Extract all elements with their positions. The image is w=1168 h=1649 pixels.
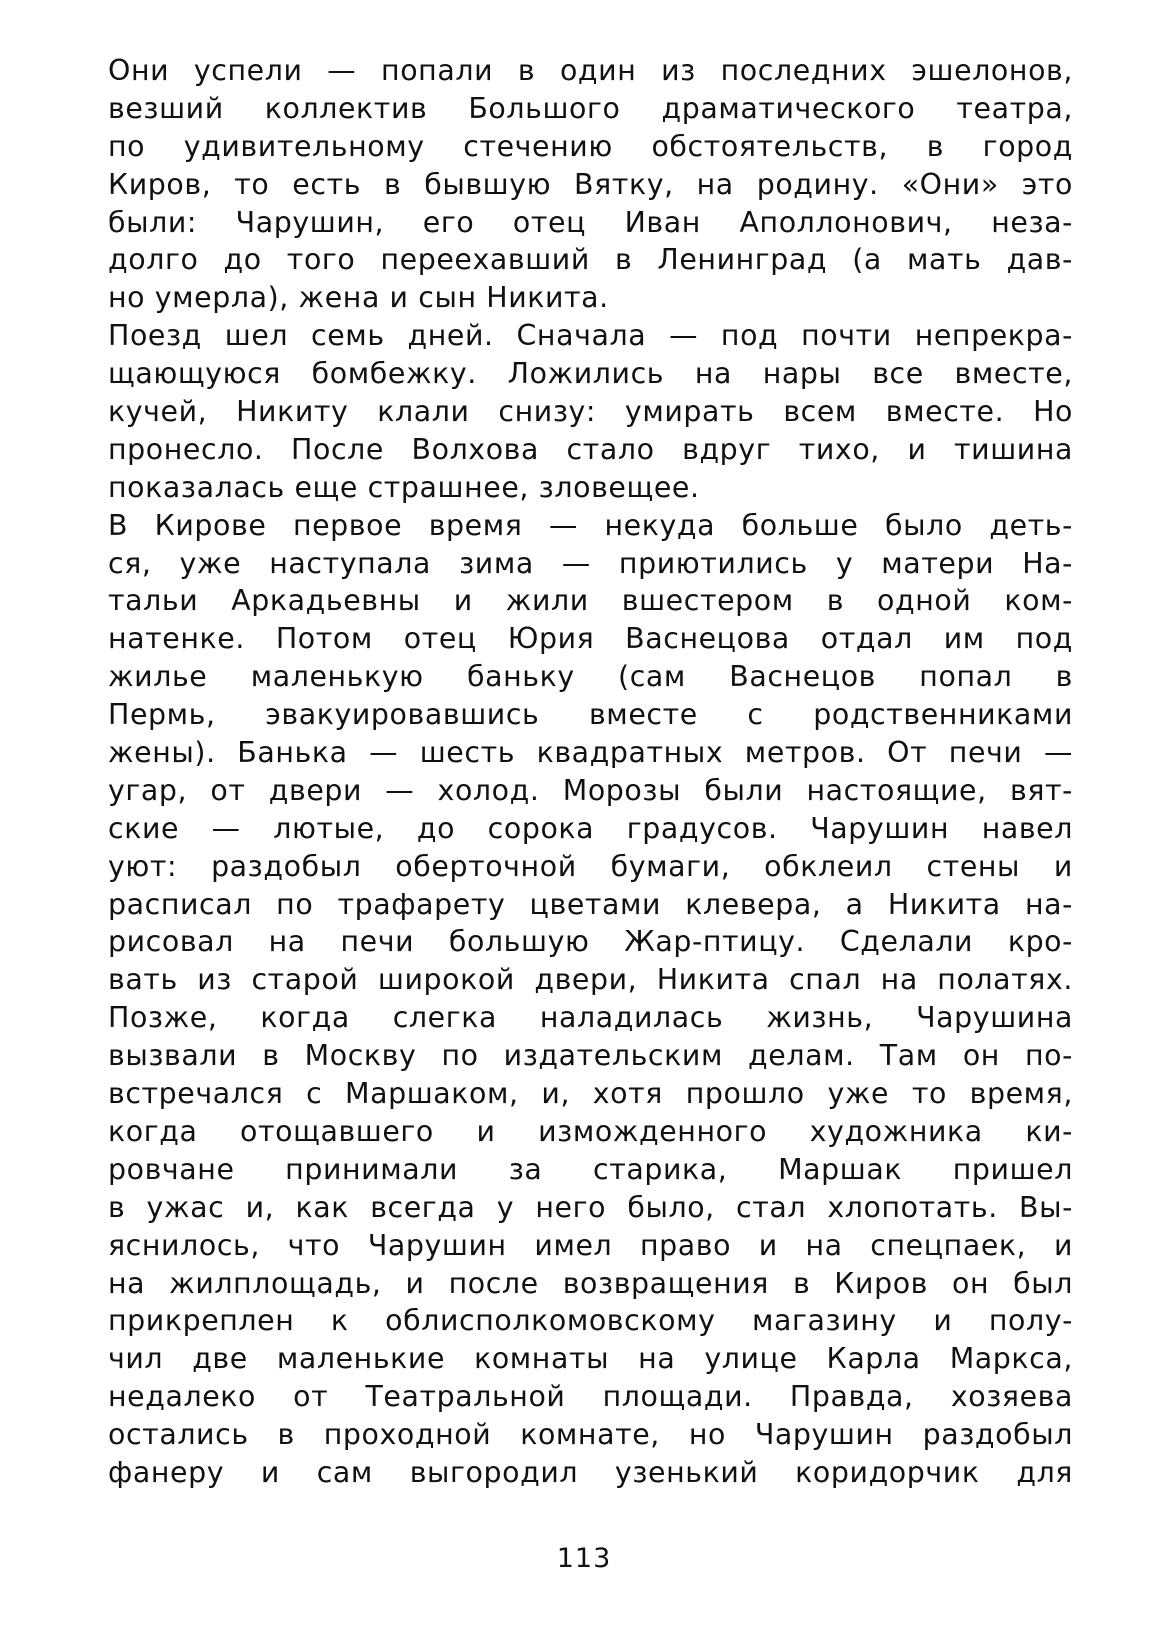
text-line: вызвали в Москву по издательским делам. Там он по- — [108, 1039, 1073, 1073]
text-line: жены). Банька — шесть квадратных метров. От печи — — [108, 736, 1073, 770]
text-line: жилье маленькую баньку (сам Васнецов попал в — [108, 660, 1073, 694]
text-line: Поезд шел семь дней. Сначала — под почти непрекра- — [108, 319, 1073, 353]
text-line: тальи Аркадьевны и жили вшестером в одной ком- — [108, 584, 1073, 618]
text-line: долго до того переехавший в Ленинград (а мать дав- — [108, 243, 1073, 277]
text-line: встречался с Маршаком, и, хотя прошло уже то время, — [108, 1077, 1073, 1111]
text-line: Киров, то есть в бывшую Вятку, на родину. «Они» это — [108, 167, 1073, 201]
text-line: натенке. Потом отец Юрия Васнецова отдал им под — [108, 622, 1073, 656]
text-line: рисовал на печи большую Жар-птицу. Сделали кро- — [108, 925, 1073, 959]
text-line: везший коллектив Большого драматического театра, — [108, 91, 1073, 125]
text-line: ровчане принимали за старика, Маршак пришел — [108, 1152, 1073, 1186]
text-line: яснилось, что Чарушин имел право и на спецпаек, и — [108, 1228, 1073, 1262]
text-line: вать из старой широкой двери, Никита спал на полатях. — [108, 963, 1073, 997]
text-line: фанеру и сам выгородил узенький коридорчик для — [108, 1455, 1073, 1489]
text-line: остались в проходной комнате, но Чарушин раздобыл — [108, 1418, 1073, 1452]
text-line: ся, уже наступала зима — приютились у матери На- — [108, 546, 1073, 580]
text-line: по удивительному стечению обстоятельств, в город — [108, 129, 1073, 163]
text-line: чил две маленькие комнаты на улице Карла Маркса, — [108, 1342, 1073, 1376]
text-line: ские — лютые, до сорока градусов. Чарушин навел — [108, 811, 1073, 845]
text-line: были: Чарушин, его отец Иван Аполлонович, неза- — [108, 205, 1073, 239]
page-number: 113 — [556, 1543, 612, 1574]
paragraph-3 — [108, 507, 1073, 1492]
body-text — [108, 52, 1073, 1492]
paragraph-1 — [108, 52, 1073, 317]
text-line: щающуюся бомбежку. Ложились на нары все вместе, — [108, 357, 1073, 391]
text-line: уют: раздобыл оберточной бумаги, обклеил стены и — [108, 849, 1073, 883]
text-line: но умерла), жена и сын Никита. — [108, 281, 609, 315]
text-line: в ужас и, как всегда у него было, стал хлопотать. Вы- — [108, 1190, 1073, 1224]
text-line: недалеко от Театральной площади. Правда, хозяева — [108, 1380, 1073, 1414]
text-line: пронесло. После Волхова стало вдруг тихо, и тишина — [108, 432, 1073, 466]
text-line: прикреплен к облисполкомовскому магазину и полу- — [108, 1304, 1073, 1338]
text-line: В Кирове первое время — некуда больше было деть- — [108, 508, 1073, 542]
text-line: кучей, Никиту клали снизу: умирать всем вместе. Но — [108, 395, 1073, 429]
text-line: когда отощавшего и изможденного художника ки- — [108, 1114, 1073, 1148]
text-line: Пермь, эвакуировавшись вместе с родственниками — [108, 698, 1073, 732]
text-line: на жилплощадь, и после возвращения в Киров он был — [108, 1266, 1073, 1300]
text-line: угар, от двери — холод. Морозы были настоящие, вят- — [108, 773, 1073, 807]
paragraph-2 — [108, 317, 1073, 506]
text-line: расписал по трафарету цветами клевера, а Никита на- — [108, 887, 1073, 921]
text-line: показалась еще страшнее, зловещее. — [108, 470, 700, 504]
text-line: Позже, когда слегка наладилась жизнь, Чарушина — [108, 1001, 1073, 1035]
text-line: Они успели — попали в один из последних эшелонов, — [108, 54, 1073, 87]
